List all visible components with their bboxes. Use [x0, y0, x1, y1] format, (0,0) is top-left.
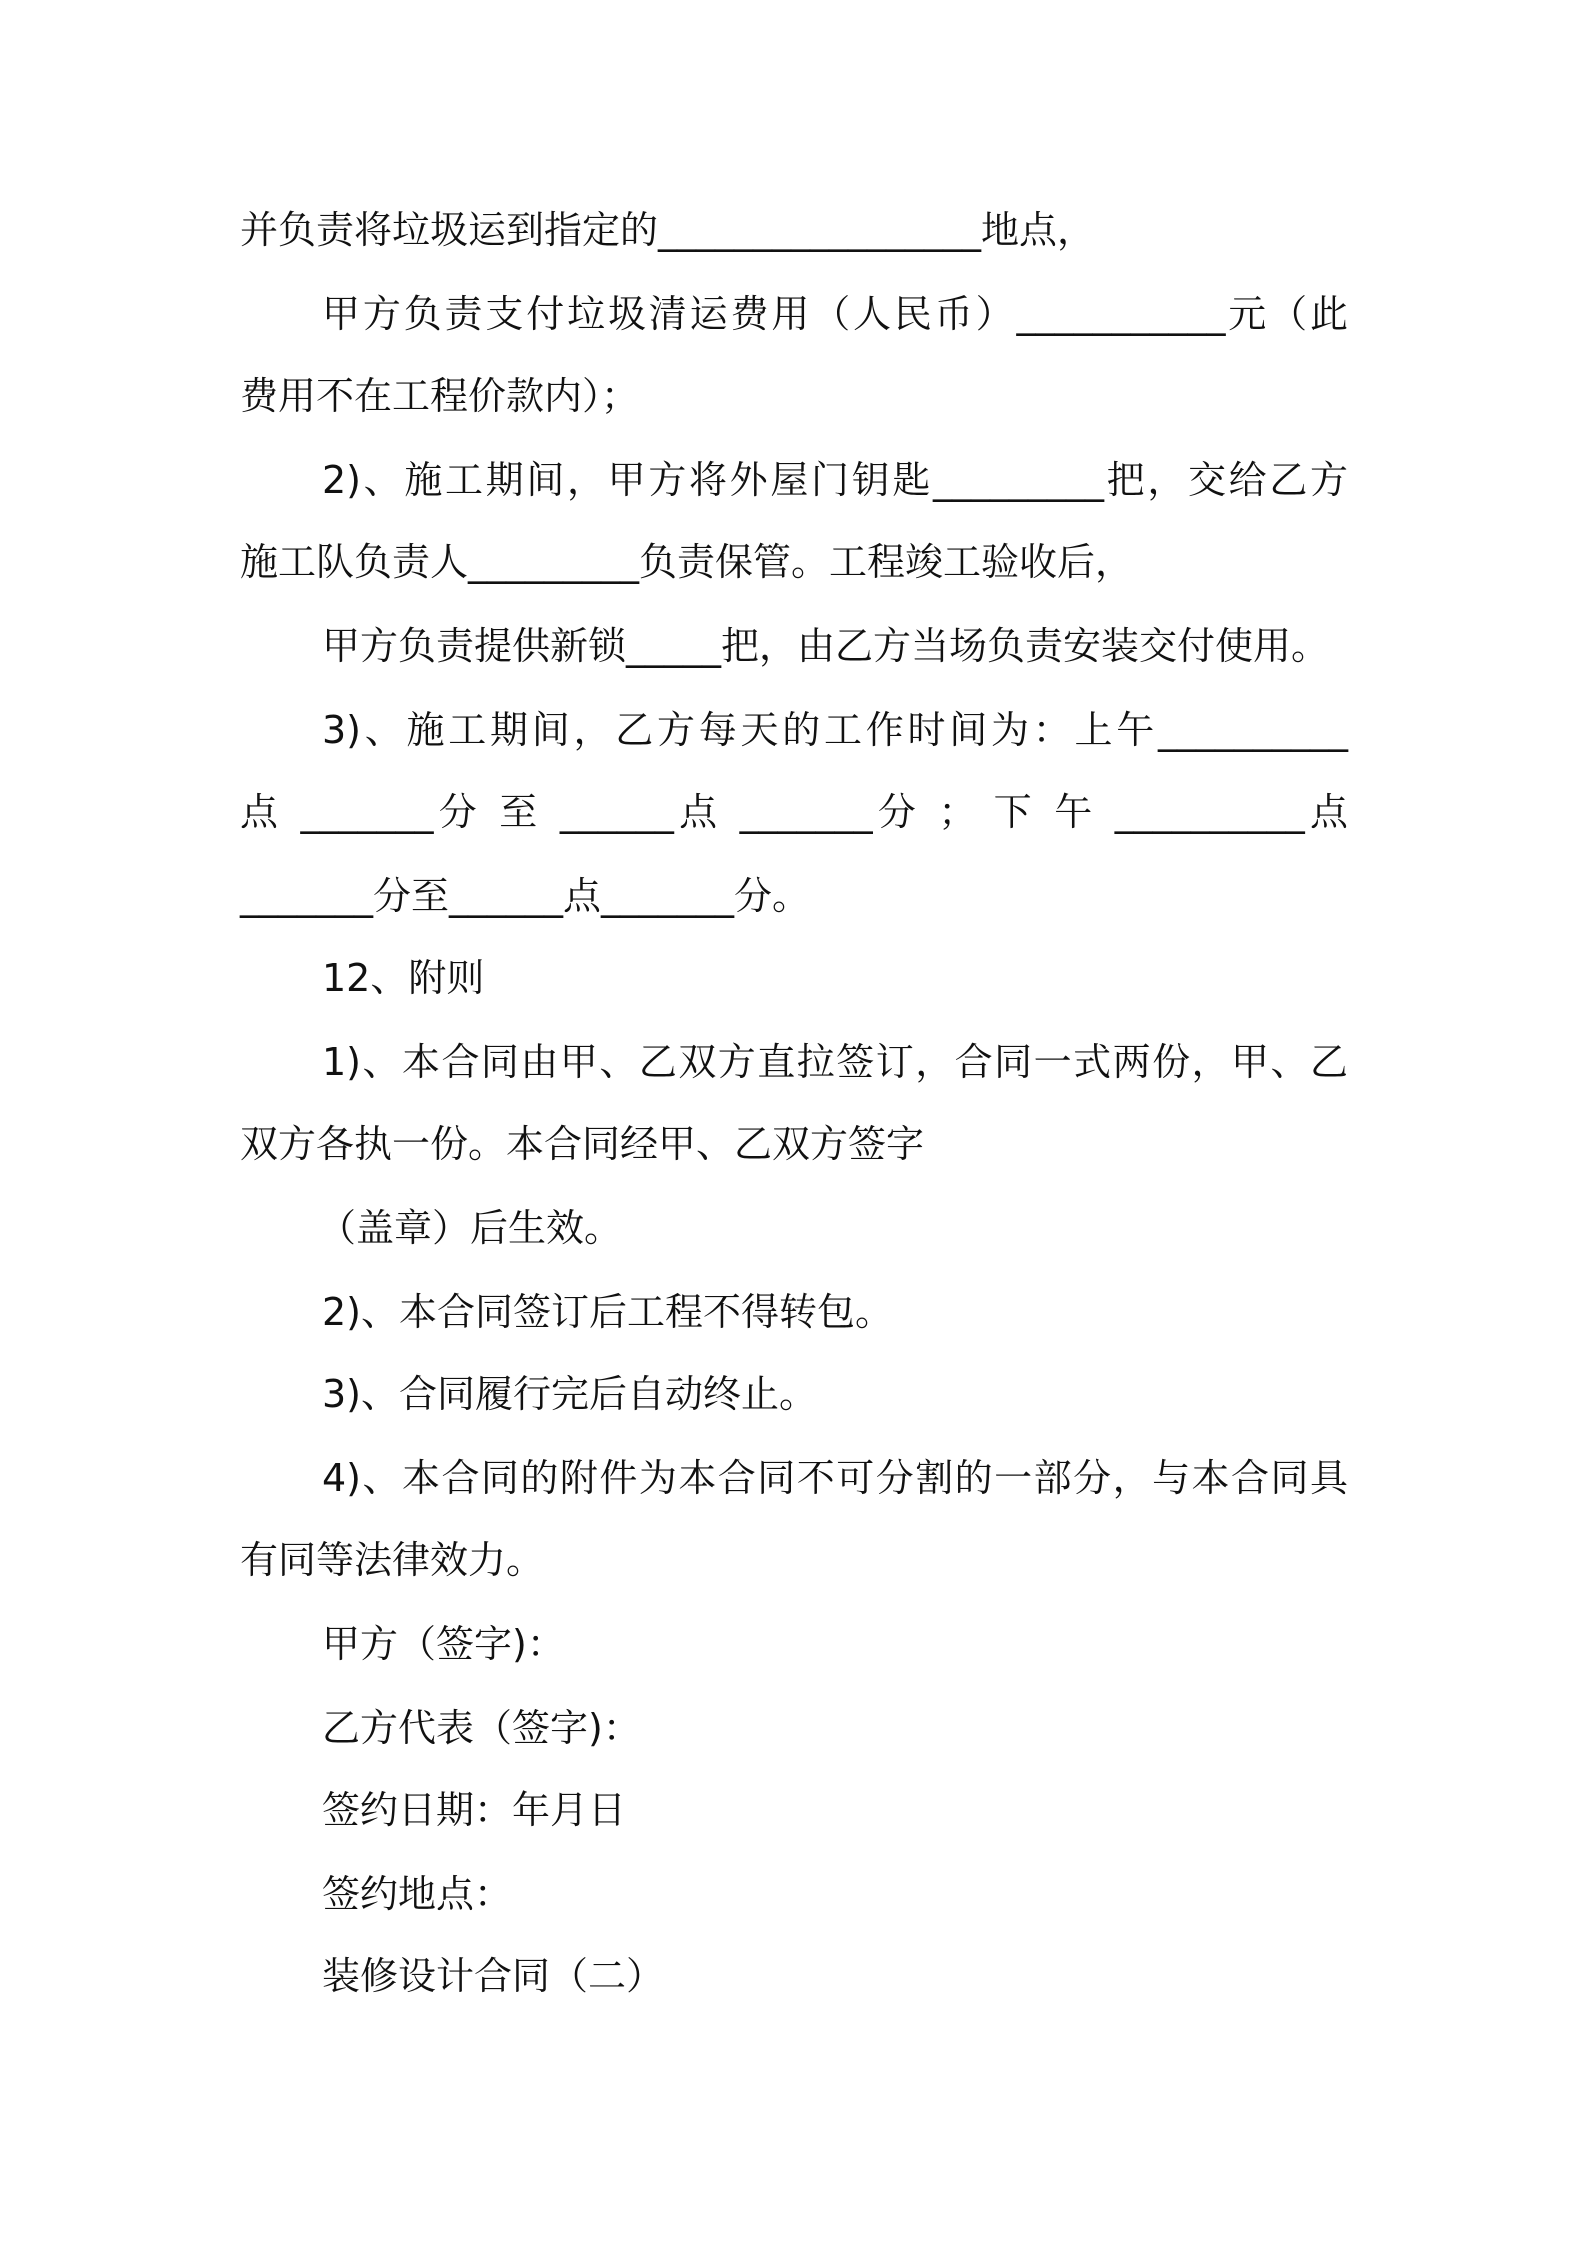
text-line: 点 _______分 至 ______点 _______分 ； 下 午 __________点: [240, 790, 1348, 834]
contract-title: 装修设计合同（二）: [322, 1954, 665, 1998]
text-line: 有同等法律效力。: [240, 1538, 545, 1582]
signing-date: 签约日期：年月日: [322, 1788, 627, 1832]
text-line: _______分至______点_______分。: [240, 874, 811, 918]
text-line: 施工队负责人_________负责保管。工程竣工验收后，: [240, 540, 1134, 584]
text-line: 并负责将垃圾运到指定的_________________地点，: [240, 208, 1096, 252]
text-line: 双方各执一份。本合同经甲、乙双方签字: [240, 1122, 925, 1166]
signature-party-b: 乙方代表（签字)：: [322, 1706, 641, 1750]
text-line: 甲方负责支付垃圾清运费用（人民币）___________元（此: [322, 292, 1348, 336]
text-line: （盖章）后生效。: [318, 1206, 623, 1250]
text-line: 2)、本合同签订后工程不得转包。: [322, 1290, 894, 1334]
text-line: 4)、本合同的附件为本合同不可分割的一部分，与本合同具: [322, 1456, 1348, 1500]
text-line: 3)、施工期间，乙方每天的工作时间为：上午__________: [322, 708, 1348, 752]
text-line: 甲方负责提供新锁_____把，由乙方当场负责安装交付使用。: [322, 624, 1330, 668]
text-line: 2)、施工期间，甲方将外屋门钥匙_________把，交给乙方: [322, 458, 1348, 502]
text-line: 1)、本合同由甲、乙双方直拉签订，合同一式两份，甲、乙: [322, 1040, 1348, 1084]
text-line: 3)、合同履行完后自动终止。: [322, 1372, 818, 1416]
section-heading: 12、附则: [322, 956, 485, 1000]
signing-place: 签约地点：: [322, 1872, 513, 1916]
signature-party-a: 甲方（签字)：: [322, 1622, 565, 1666]
text-line: 费用不在工程价款内）；: [240, 374, 640, 418]
